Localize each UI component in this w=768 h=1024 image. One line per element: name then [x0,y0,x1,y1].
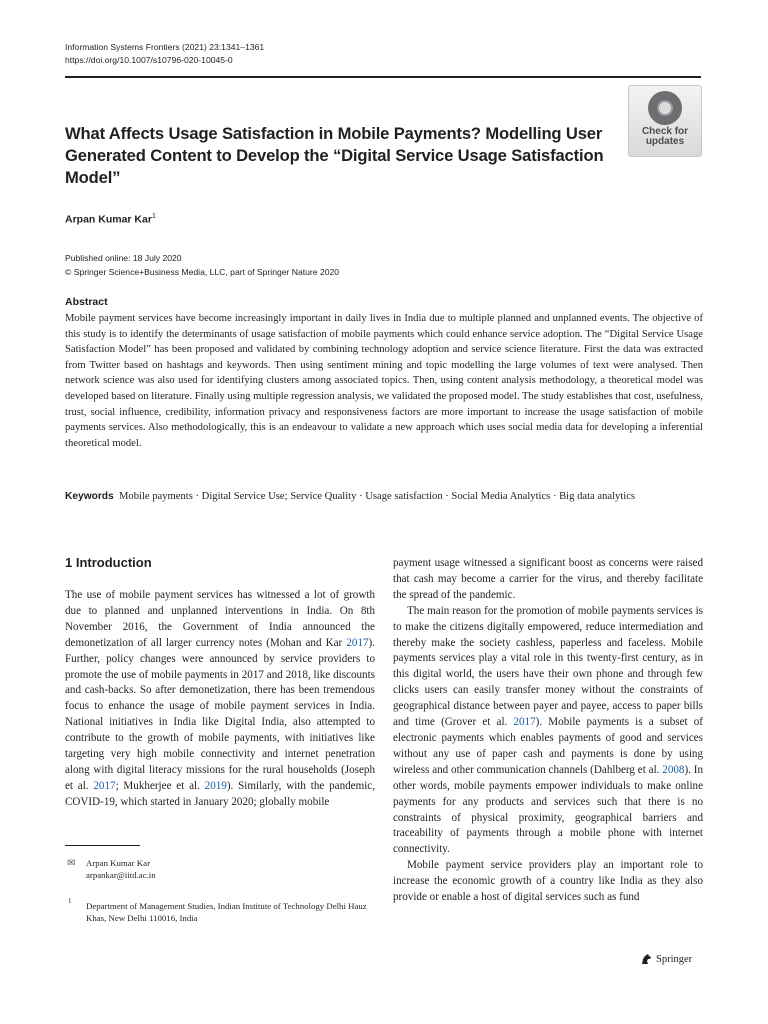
author-affiliation-mark: 1 [151,213,156,220]
body-column-left [65,588,375,811]
keywords-text: Mobile payments · Digital Service Use; Service Quality · Usage satisfaction · Social Media Analytics · Big data analytics [119,491,636,502]
envelope-icon: ✉ [67,858,76,869]
published-date: Published online: 18 July 2020 [65,253,182,263]
body-column-right [393,556,703,906]
crossmark-icon [648,91,682,125]
copyright-notice: © Springer Science+Business Media, LLC, part of Springer Nature 2020 [65,267,340,277]
publisher-logo [640,953,692,965]
citation-link[interactable]: 2019 [204,779,227,792]
abstract-body: Mobile payment services have become increasingly important in daily lives in India due to multiple planned and unplanned events. The objective of this study is to identify the determinants of usage satisfaction of mobile payments which could enhance service adoption. The “Digital Service Usage Satisfaction Model” has been proposed and validated by combining technology adoption and service science literature. First the data was extracted from Twitter based on hashtags and keywords. Then using sentiment mining and topic modelling the large volumes of text were analysed. Then network science was also used for identifying clusters among associated topics. Then, using content analysis methodology, a theoretical model was developed based on literature. Finally using multiple regression analysis, we validated the proposed model. The study establishes that cost, usefulness, trust, social influence, credibility, information privacy and responsiveness factors are more important to increase the usage satisfaction of mobile payments services. Also methodologically, this is an endeavour to validate a new approach which uses social media data for developing a inferential theoretical model. [65,313,703,449]
author-name: Arpan Kumar Kar [65,213,152,226]
corresponding-author-email[interactable]: arpankar@iitd.ac.in [86,870,156,880]
intro-paragraph-2: The main reason for the promotion of mobile payments services is to make the citizens digitally empowered, reduce intermediation and thereby make the society cashless, paperless and faceless. Mobile payments services play a vital role in this twenty-first century, as in this digital world, the users have their own phone and through few clicks users can easily transfer money without the constraints of geographical distance between payer and payee, access to paper bills and time (Grover et al. 2017). Mobile payments is a subset of electronic payments which enables payments of good and services without any use of paper cash and payments is done by using wireless and other communication channels (Dahlberg et al. 2008). In other words, mobile payments empower individuals to make online payments for any products and services such that there is no constraints of physical proximity, geographical barriers and traceability of payments through a mobile phone with internet connectivity. [393,604,704,856]
keywords-section [65,489,703,505]
publisher-name: Springer [656,953,693,965]
journal-citation: Information Systems Frontiers (2021) 23:1341–1361 [65,42,265,52]
intro-paragraph-continued: payment usage witnessed a significant boost as concerns were raised that cash may become a carrier for the virus, and thereby facilitate the spread of the pandemic. [393,557,703,601]
author-line [65,213,156,226]
springer-horse-icon [640,953,652,965]
citation-link[interactable]: 2017 [346,636,369,649]
header-rule [65,76,701,78]
intro-paragraph-3: Mobile payment service providers play an important role to increase the economic growth of a country like India as they also provide or enable a host of digital services such as fund [393,859,703,904]
citation-link[interactable]: 2008 [662,763,685,776]
doi-link[interactable]: https://doi.org/10.1007/s10796-020-10045-0 [65,55,233,65]
affiliation-text: Department of Management Studies, Indian Institute of Technology Delhi Hauz Khas, New Delhi 110016, India [86,901,367,923]
intro-paragraph-1: The use of mobile payment services has witnessed a lot of growth due to planned and unplanned interventions in India. On 8th November 2016, the Government of India announced the demonetization of all larger currency notes (Mohan and Kar 2017). Further, policy changes were announced by service providers to promote the use of mobile payments in 2017 and 2018, like discounts and cash-backs. So after demonetization, there has been tremendous focus to enhance the usage of mobile payment services in India. National initiatives in India like Digital India, also attempted to contribute to the growth of mobile payments, with initiatives like targeting very high mobile connectivity and internet penetration along with digital literacy missions for the rural households (Joseph et al. 2017; Mukherjee et al. 2019). Similarly, with the pandemic, COVID-19, which started in January 2020; globally mobile [65,589,375,808]
check-for-updates-badge[interactable] [628,85,702,157]
badge-line2: updates [645,136,685,147]
citation-link[interactable]: 2017 [93,779,116,792]
footnote-rule [65,845,140,846]
citation-link[interactable]: 2017 [513,716,536,729]
affiliation-number: 1 [68,897,72,905]
paper-title: What Affects Usage Satisfaction in Mobile Payments? Modelling User Generated Content to Develop the “Digital Service Usage Satisfaction Model” [65,124,604,187]
abstract-heading: Abstract [65,296,108,308]
keywords-label: Keywords [65,491,114,502]
badge-line1: Check for [641,126,689,137]
section-heading-introduction: 1 Introduction [65,555,152,570]
corresponding-author-name: Arpan Kumar Kar [86,858,150,868]
